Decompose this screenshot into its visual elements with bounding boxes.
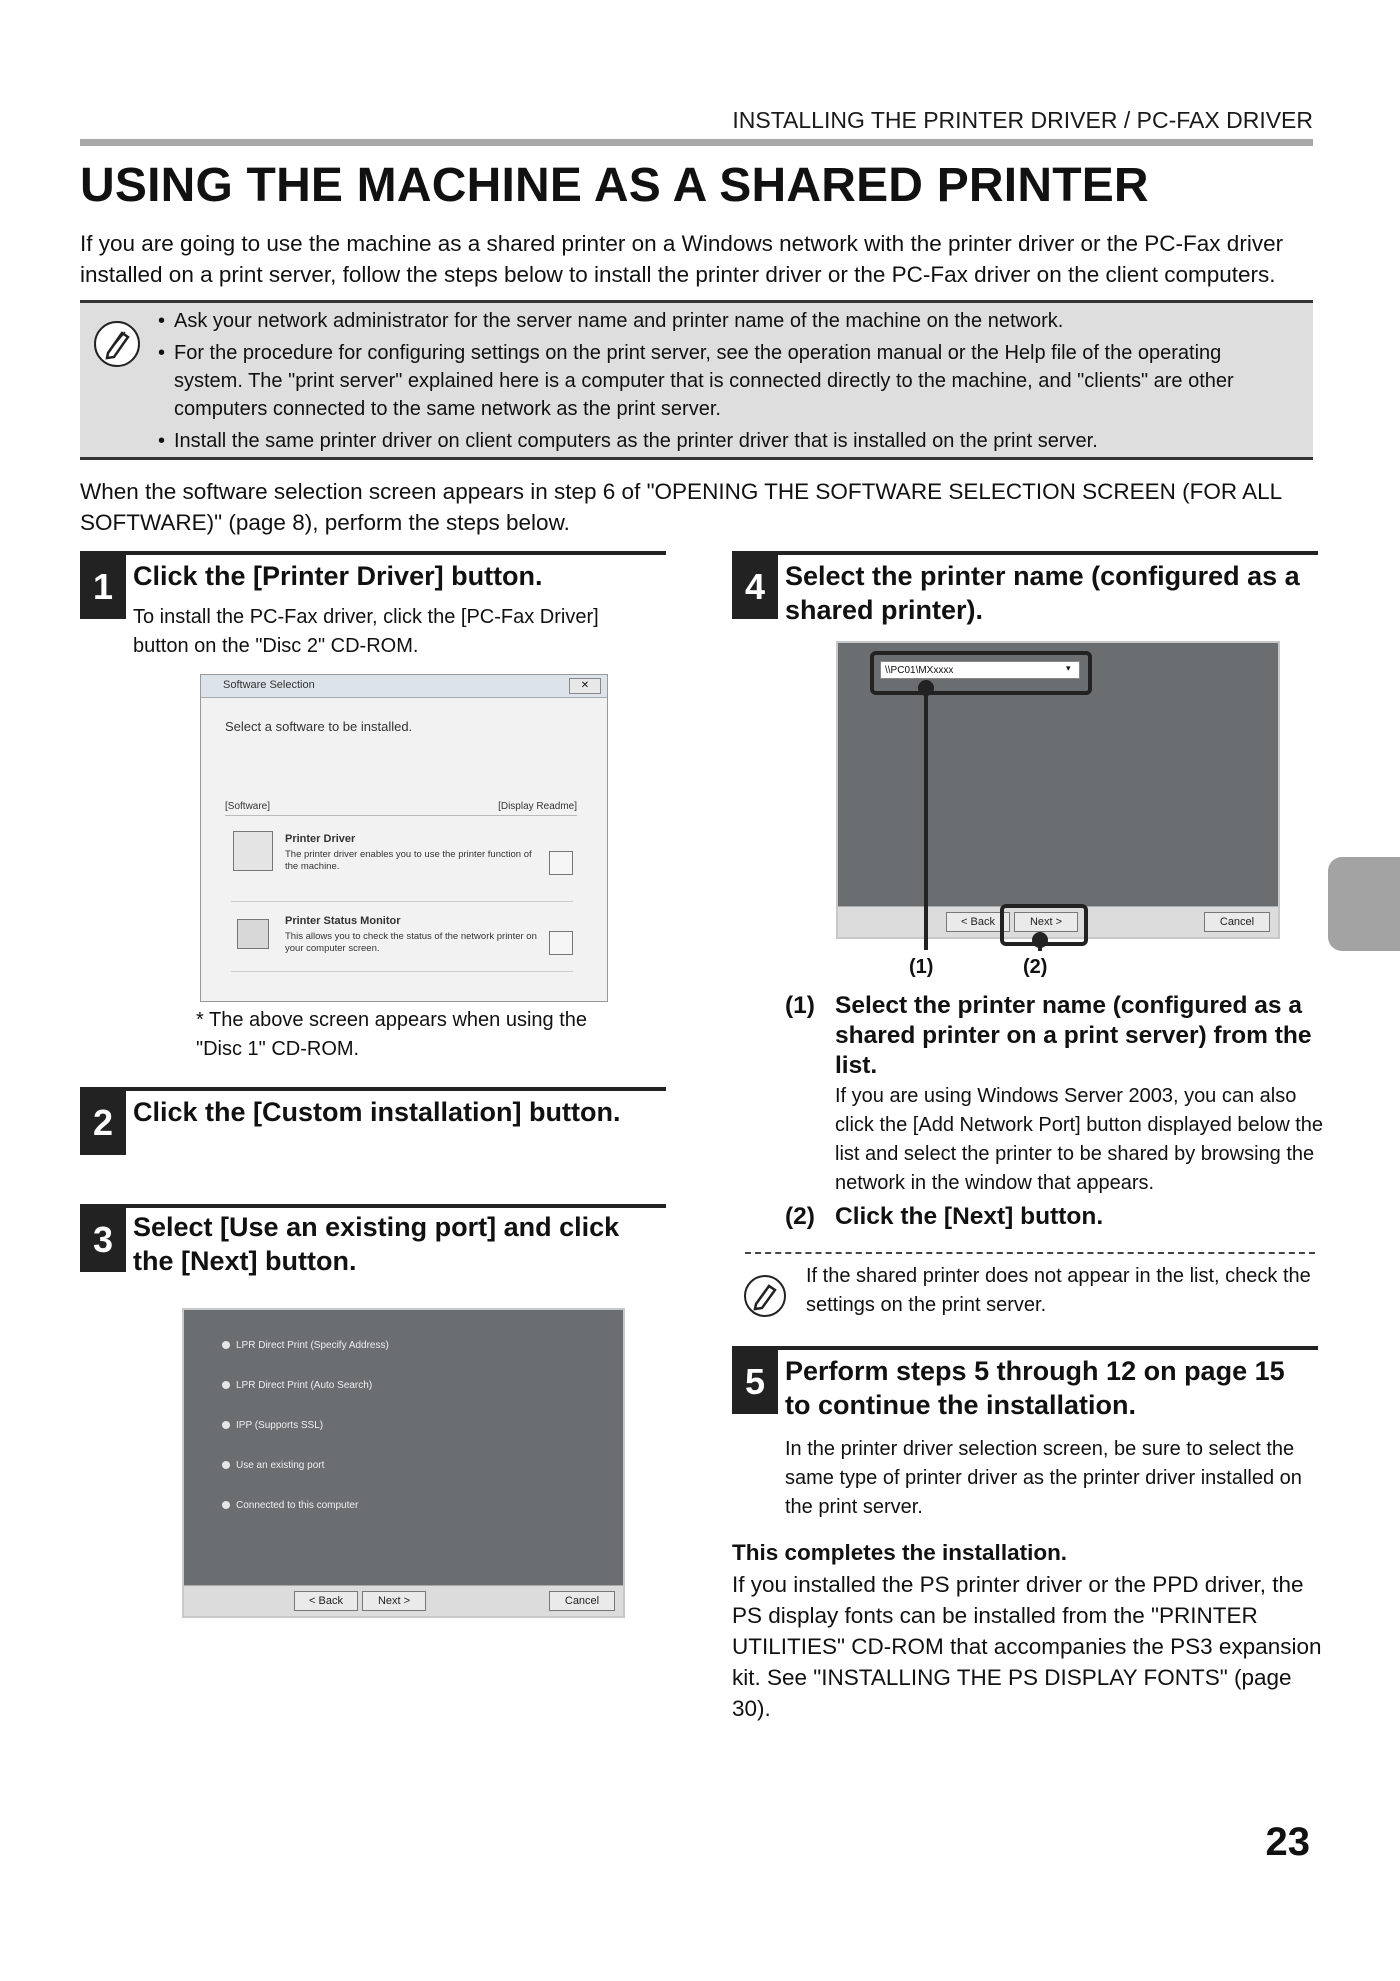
note-item: • Install the same printer driver on client computers as the printer driver that is installed on the print server. (158, 427, 1293, 455)
step-4-note: If the shared printer does not appear in the list, check the settings on the print server. (806, 1265, 1311, 1316)
page-title: USING THE MACHINE AS A SHARED PRINTER (80, 159, 1149, 212)
chevron-down-icon[interactable]: ▾ (1066, 663, 1071, 673)
step-3-rule (80, 1204, 666, 1208)
column-divider (225, 815, 577, 816)
port-option-selected[interactable]: Use an existing port (236, 1460, 325, 1471)
step-2-rule (80, 1087, 666, 1091)
step-4-rule (732, 551, 1318, 555)
step-4-title: Select the printer name (configured as a shared printer). (785, 561, 1300, 625)
note-list (158, 307, 1293, 459)
substep-2-title: Click the [Next] button. (835, 1203, 1104, 1230)
substep-1-title: Select the printer name (configured as a shared printer on a print server) from the list. (835, 992, 1312, 1079)
status-monitor-desc: This allows you to check the status of the network printer on your computer screen. (285, 931, 537, 954)
readme-icon[interactable] (549, 931, 573, 955)
dropdown-callout-box (870, 651, 1092, 695)
page-number: 23 (1265, 1820, 1310, 1864)
step-3-number: 3 (80, 1208, 126, 1272)
pencil-note-icon (94, 321, 140, 367)
substep-2-number: (2) (785, 1203, 815, 1230)
port-option[interactable]: IPP (Supports SSL) (236, 1420, 324, 1431)
cancel-button[interactable]: Cancel (1204, 912, 1270, 932)
note-box (80, 300, 1313, 460)
next-button[interactable]: Next > (1014, 912, 1078, 932)
intro-paragraph: If you are going to use the machine as a shared printer on a Windows network with the printer driver or the PC-Fax driver installed on a print server, follow the steps below to install the printer driver or the PC-Fax driver on the client computers. (80, 231, 1284, 287)
callout-2-label: (2) (1023, 956, 1048, 978)
status-monitor-icon[interactable] (237, 919, 269, 949)
readme-icon[interactable] (549, 851, 573, 875)
header-rule (80, 139, 1313, 146)
chapter-side-tab (1328, 857, 1400, 951)
back-button[interactable]: < Back (294, 1591, 358, 1611)
printer-driver-icon[interactable] (233, 831, 273, 871)
step-5-rule (732, 1346, 1318, 1350)
step-1-footnote: * The above screen appears when using the "Disc 1" CD-ROM. (196, 1009, 588, 1060)
cancel-button[interactable]: Cancel (549, 1591, 615, 1611)
window-prompt: Select a software to be installed. (225, 719, 413, 734)
readme-column-label: [Display Readme] (498, 801, 577, 812)
step-2-title: Click the [Custom installation] button. (133, 1097, 621, 1127)
step-2-number: 2 (80, 1091, 126, 1155)
pencil-note-icon (744, 1275, 786, 1317)
software-selection-window (200, 674, 608, 1002)
window-title: Software Selection (223, 679, 315, 691)
step-5-body: In the printer driver selection screen, be sure to select the same type of printer driver as the printer driver installed on the print server. (785, 1438, 1302, 1518)
step-4-number: 4 (732, 555, 778, 619)
printer-name-dropdown[interactable]: \\PC01\MXxxxx (880, 661, 1080, 679)
item-divider (231, 901, 573, 902)
status-monitor-title[interactable]: Printer Status Monitor (285, 915, 401, 927)
printer-driver-desc: The printer driver enables you to use the printer function of the machine. (285, 849, 532, 872)
wizard-button-bar (184, 1585, 623, 1616)
port-selection-screenshot (182, 1308, 625, 1618)
port-option[interactable]: Connected to this computer (236, 1500, 359, 1511)
completion-body: If you installed the PS printer driver or the PPD driver, the PS display fonts can be installed from the "PRINTER UTILITIES" CD-ROM that accompanies the PS3 expansion kit. See "INSTALLING THE PS DISPLAY FONTS" (page 30). (732, 1572, 1322, 1721)
note-item: • Ask your network administrator for the server name and printer name of the machine on the network. (158, 307, 1293, 335)
step-5-number: 5 (732, 1350, 778, 1414)
callout-1-leader (924, 686, 928, 950)
callout-1-dot (918, 680, 934, 696)
step-1-number: 1 (80, 555, 126, 619)
software-column-label: [Software] (225, 801, 271, 812)
printer-driver-title[interactable]: Printer Driver (285, 833, 356, 845)
completion-heading: This completes the installation. (732, 1540, 1068, 1565)
item-divider (231, 971, 573, 972)
substep-1-number: (1) (785, 992, 815, 1019)
window-titlebar (201, 675, 607, 698)
callout-2-dot (1032, 932, 1048, 948)
step-1-body: To install the PC-Fax driver, click the [PC-Fax Driver] button on the "Disc 2" CD-ROM. (133, 606, 599, 657)
note-divider (745, 1252, 1315, 1254)
port-option[interactable]: LPR Direct Print (Specify Address) (236, 1340, 389, 1351)
substep-1-body: If you are using Windows Server 2003, you can also click the [Add Network Port] button displayed below the list and select the printer to be shared by browsing the network in the window that appears. (835, 1085, 1324, 1194)
lead-paragraph: When the software selection screen appears in step 6 of "OPENING THE SOFTWARE SELECTION SCREEN (FOR ALL SOFTWARE)" (page 8), perform the steps below. (80, 479, 1282, 535)
callout-1-label: (1) (909, 956, 934, 978)
step-3-title: Select [Use an existing port] and click the [Next] button. (133, 1212, 620, 1276)
running-head: INSTALLING THE PRINTER DRIVER / PC-FAX DRIVER (732, 107, 1313, 133)
close-icon[interactable]: ✕ (569, 678, 601, 694)
back-button[interactable]: < Back (946, 912, 1010, 932)
port-option[interactable]: LPR Direct Print (Auto Search) (236, 1380, 373, 1391)
step-1-rule (80, 551, 666, 555)
next-button[interactable]: Next > (362, 1591, 426, 1611)
step-1-title: Click the [Printer Driver] button. (133, 561, 543, 591)
note-item: • For the procedure for configuring settings on the print server, see the operation manual or the Help file of the operating system. The "print server" explained here is a computer that is connected directly to the machine, and "clients" are other computers connected to the same network as the print server. (158, 339, 1293, 423)
step-5-title: Perform steps 5 through 12 on page 15 to continue the installation. (785, 1356, 1285, 1420)
